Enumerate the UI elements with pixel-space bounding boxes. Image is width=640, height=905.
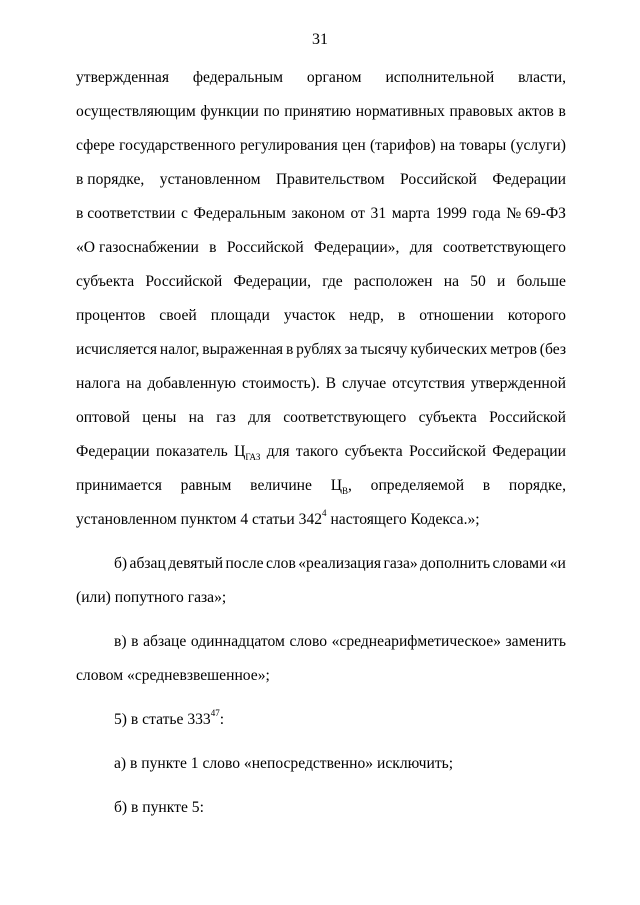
word: Федерации»,: [314, 239, 400, 256]
word: за: [344, 341, 358, 358]
word: и: [497, 273, 506, 290]
word: дополнить: [420, 555, 491, 572]
text-line: [76, 236, 566, 270]
word: функции: [200, 103, 259, 120]
word: товары: [459, 137, 507, 154]
word: на: [443, 273, 460, 290]
word: б): [114, 555, 128, 572]
word: слов: [265, 555, 296, 572]
word: 31: [370, 205, 387, 222]
word: осуществляющим: [76, 103, 196, 120]
word: процентов: [76, 307, 146, 324]
word: для: [409, 239, 433, 256]
word: исчисляется: [76, 341, 158, 358]
word: величине: [250, 477, 312, 494]
word: Федерации,: [233, 273, 311, 290]
word: в: [209, 239, 217, 256]
formula-symbol: Ц: [234, 443, 246, 460]
word: в порядке,: [76, 171, 145, 188]
word: субъекта: [344, 443, 403, 460]
word: на: [126, 375, 142, 392]
word: 1999: [435, 205, 467, 222]
word: в): [114, 633, 127, 650]
text-line: [76, 338, 566, 372]
word: Правительством: [275, 171, 385, 188]
word: отношении: [419, 307, 494, 324]
word: федеральным: [192, 69, 284, 86]
word: налога: [76, 375, 121, 392]
formula-subscript: В: [341, 486, 348, 497]
word: нормативных: [355, 103, 445, 120]
word: на: [188, 409, 204, 426]
superscript: 47: [210, 707, 220, 718]
word: сфере: [76, 137, 115, 154]
word: принимается: [76, 477, 162, 494]
punctuation: :: [219, 711, 225, 728]
word: (без: [539, 341, 566, 358]
text-line: [76, 100, 566, 134]
text-line: [76, 202, 566, 236]
word: абзаце: [143, 633, 187, 650]
word: правовых: [449, 103, 514, 120]
word: с: [181, 205, 188, 222]
text-line: [76, 630, 566, 664]
text-line: [76, 406, 566, 440]
superscript: 4: [322, 507, 327, 518]
word: газа»: [383, 555, 418, 572]
word: цен: [342, 137, 366, 154]
word: власти,: [518, 69, 566, 86]
word: Российской: [226, 239, 304, 256]
word: в: [558, 103, 566, 120]
word: Российской: [145, 273, 223, 290]
word: показатель: [156, 443, 228, 460]
text-line: б) в пункте 5:: [114, 799, 204, 816]
word: кубических: [410, 341, 488, 358]
word: актов: [517, 103, 554, 120]
word: в соответствии: [76, 205, 176, 222]
word: после: [225, 555, 264, 572]
word: рублях: [296, 341, 342, 358]
word: цены: [142, 409, 177, 426]
word: которого: [507, 307, 566, 324]
word: для: [248, 409, 271, 426]
word: равным: [180, 477, 232, 494]
word: субъекта: [76, 273, 135, 290]
word: выраженная: [202, 341, 284, 358]
text-line: [76, 552, 566, 586]
word: 50: [470, 273, 486, 290]
word: абзац: [129, 555, 166, 572]
word: принятию: [284, 103, 352, 120]
word: газ: [216, 409, 236, 426]
word: «среднеарифметическое»: [331, 633, 501, 650]
word: в: [285, 341, 294, 358]
word: Российской: [409, 443, 486, 460]
page-number: 31: [312, 31, 328, 48]
word: № 69-ФЗ: [506, 205, 566, 222]
text-line: (или) попутного газа»;: [76, 589, 227, 606]
word: по: [263, 103, 280, 120]
word: Федеральным: [193, 205, 286, 222]
word: субъекта: [418, 409, 477, 426]
word: регулирования: [239, 137, 338, 154]
text-line: [76, 168, 566, 202]
text-line: [76, 440, 566, 474]
text-line: а) в пункте 1 слово «непосредственно» исключить;: [114, 755, 454, 772]
word: «О газоснабжении: [76, 239, 199, 256]
text-line: [76, 508, 566, 542]
punctuation: ,: [347, 477, 352, 494]
word: В: [325, 375, 337, 392]
word: для: [266, 443, 290, 460]
word: метров: [490, 341, 537, 358]
word: случае: [342, 375, 387, 392]
text-line: словом «средневзвешенное»;: [76, 667, 270, 684]
word: в: [131, 633, 139, 650]
word: соответствующего: [442, 239, 566, 256]
word: Федерации: [492, 443, 566, 460]
word: исполнительной: [385, 69, 495, 86]
word: своей: [159, 307, 197, 324]
word: добавленную: [147, 375, 237, 392]
text-line: [76, 270, 566, 304]
text-line: [76, 134, 566, 168]
word: установленном: [159, 171, 261, 188]
word: года: [472, 205, 501, 222]
word: одиннадцатом: [190, 633, 285, 650]
word: органом: [306, 69, 362, 86]
word: оптовой: [76, 409, 130, 426]
word: Федерации: [492, 171, 566, 188]
word: такого: [295, 443, 339, 460]
word: в: [397, 307, 406, 324]
word: отсутствия: [392, 375, 465, 392]
text-run: установленном пунктом 4 статьи 342: [76, 511, 323, 528]
word: расположен: [353, 273, 433, 290]
text-run: настоящего Кодекса.»;: [326, 511, 480, 528]
word: Российской: [489, 409, 566, 426]
word: Российской: [400, 171, 477, 188]
word: словами: [492, 555, 548, 572]
formula-subscript: ГАЗ: [245, 452, 261, 463]
word: порядке,: [508, 477, 566, 494]
word: (услуги): [510, 137, 566, 154]
text-line: [76, 66, 566, 100]
word: утвержденная: [76, 69, 170, 86]
formula-symbol: Ц: [330, 477, 342, 494]
word: в: [482, 477, 491, 494]
word: стоимость).: [242, 375, 320, 392]
word: налог,: [159, 341, 200, 358]
word: больше: [516, 273, 566, 290]
word: участок: [283, 307, 336, 324]
text-line: [76, 474, 566, 508]
word: «реализация: [298, 555, 382, 572]
word: тысячу: [360, 341, 408, 358]
word: слово: [289, 633, 328, 650]
formula-c-gaz: [234, 440, 260, 474]
word: государственного: [119, 137, 236, 154]
text-run: 5) в статье 333: [114, 711, 211, 728]
word: площади: [210, 307, 270, 324]
formula-c-v: [331, 474, 352, 508]
word: соответствующего: [283, 409, 407, 426]
text-line: [76, 708, 566, 742]
word: определяемой: [370, 477, 465, 494]
word: заменить: [505, 633, 566, 650]
word: (тарифов): [369, 137, 436, 154]
word: утвержденной: [470, 375, 566, 392]
word: «и: [549, 555, 566, 572]
word: законом: [291, 205, 345, 222]
word: от: [350, 205, 365, 222]
word: марта: [391, 205, 430, 222]
text-line: [76, 304, 566, 338]
text-line: [76, 372, 566, 406]
word: где: [322, 273, 343, 290]
word: Федерации: [76, 443, 150, 460]
word: девятый: [168, 555, 224, 572]
word: на: [439, 137, 456, 154]
word: недр,: [349, 307, 384, 324]
